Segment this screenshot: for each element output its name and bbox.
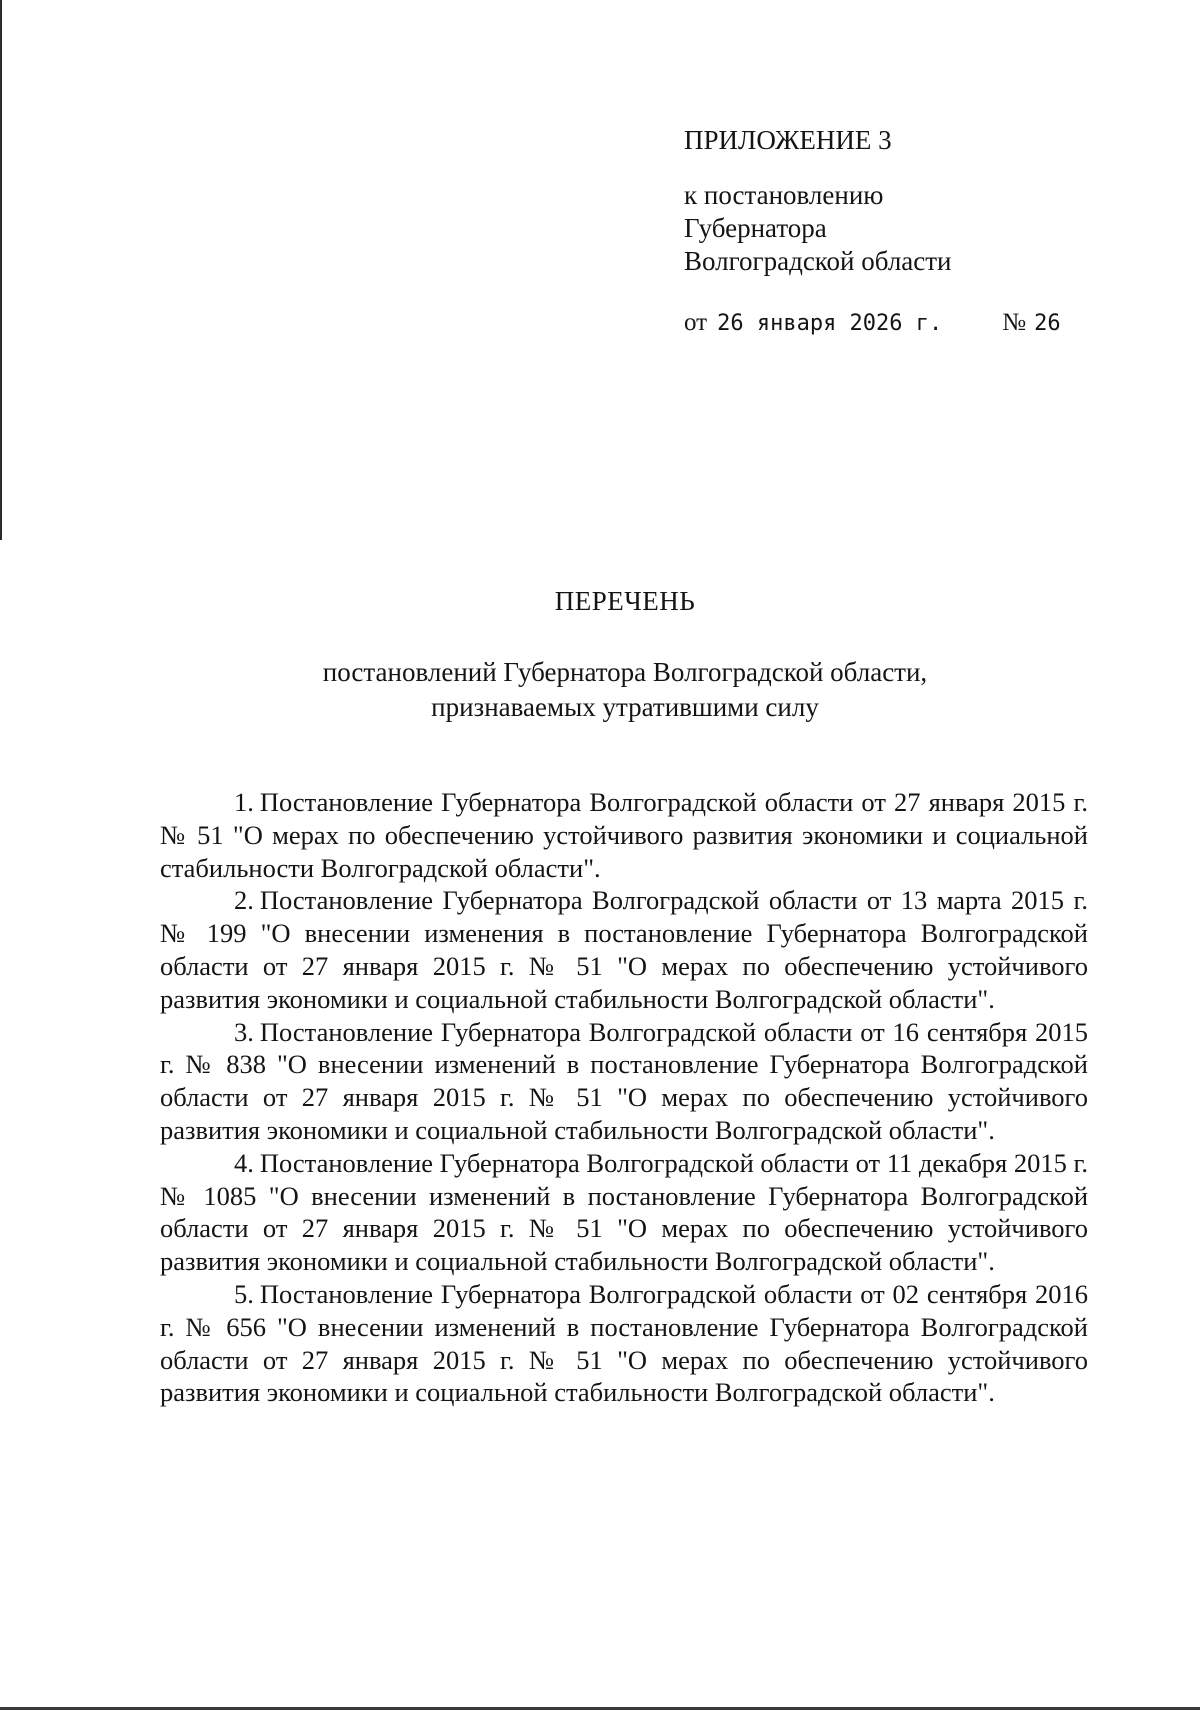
- annex-date-row: [684, 306, 1061, 340]
- date-prefix: от: [684, 309, 708, 336]
- list-item: [160, 884, 1088, 1015]
- item-text: Постановление Губернатора Волгоградской области от 02 сентября 2016 г. № 656 "О внесении изменений в постановление Губернатора Волгоградской области от 27 января 2015 г. № 51 "О мерах по обеспечению устойчивого развития экономики и социальной стабильности Волгоградской области".: [160, 1278, 1088, 1408]
- list-item: [160, 786, 1088, 884]
- number-label: №: [1002, 309, 1027, 336]
- scan-edge-mark: [0, 0, 2, 540]
- item-text: Постановление Губернатора Волгоградской области от 27 января 2015 г. № 51 "О мерах по обеспечению устойчивого развития экономики и социальной стабильности Волгоградской области".: [160, 787, 1088, 883]
- annex-line-2: Губернатора: [684, 213, 827, 243]
- items-list: [160, 786, 1088, 1409]
- item-number: 1.: [234, 787, 254, 817]
- list-subtitle: [0, 655, 1200, 725]
- item-number: 3.: [234, 1016, 254, 1047]
- annex-block: [684, 124, 1061, 340]
- list-item: [160, 1016, 1088, 1147]
- item-text: Постановление Губернатора Волгоградской области от 11 декабря 2015 г. № 1085 "О внесении изменений в постановление Губернатора Волгоградской области от 27 января 2015 г. № 51 "О мерах по обеспечению устойчивого развития экономики и социальной стабильности Волгоградской области".: [160, 1147, 1088, 1277]
- item-number: 5.: [234, 1278, 254, 1309]
- annex-line-1: к постановлению: [684, 180, 884, 210]
- annex-line-3: Волгоградской области: [684, 246, 952, 276]
- list-item: [160, 1147, 1088, 1278]
- number-value: 26: [1034, 311, 1061, 336]
- annex-title: ПРИЛОЖЕНИЕ 3: [684, 125, 892, 155]
- date-value: 26 января 2026 г.: [717, 311, 943, 336]
- item-text: Постановление Губернатора Волгоградской области от 13 марта 2015 г. № 199 "О внесении изменения в постановление Губернатора Волгоградской области от 27 января 2015 г. № 51 "О мерах по обеспечению устойчивого развития экономики и социальной стабильности Волгоградской области".: [160, 885, 1088, 1014]
- item-text: Постановление Губернатора Волгоградской области от 16 сентября 2015 г. № 838 "О внесении изменений в постановление Губернатора Волгоградской области от 27 января 2015 г. № 51 "О мерах по обеспечению устойчивого развития экономики и социальной стабильности Волгоградской области".: [160, 1016, 1088, 1145]
- list-title: ПЕРЕЧЕНЬ: [554, 586, 696, 616]
- list-subtitle-line-2: признаваемых утратившими силу: [431, 692, 819, 722]
- item-number: 4.: [234, 1147, 254, 1178]
- list-subtitle-line-1: постановлений Губернатора Волгоградской области,: [322, 657, 928, 687]
- item-number: 2.: [234, 885, 254, 916]
- list-item: [160, 1278, 1088, 1409]
